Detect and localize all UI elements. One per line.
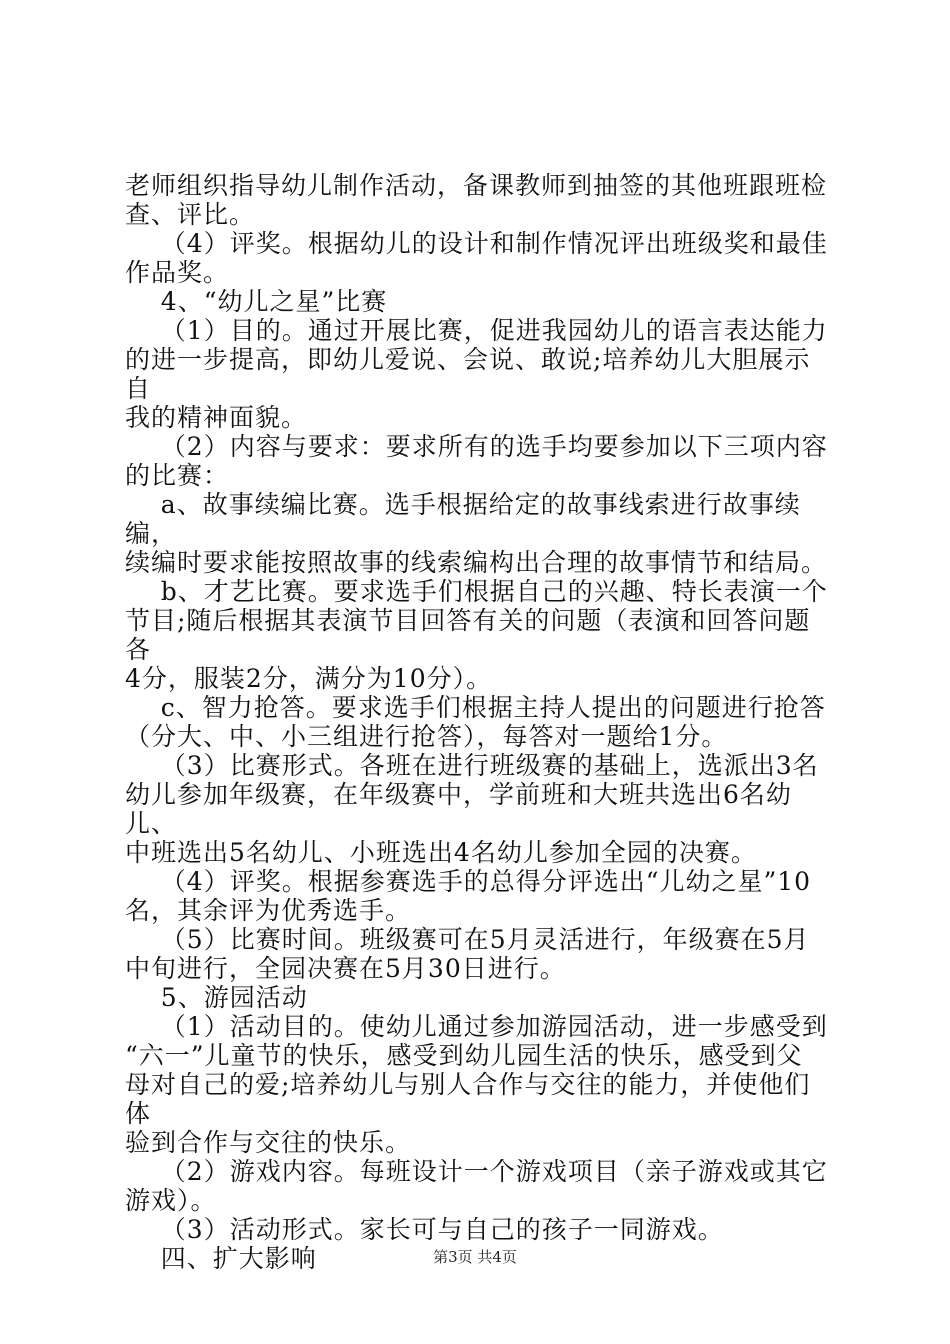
text-line: 老师组织指导幼儿制作活动，备课教师到抽签的其他班跟班检 [125, 171, 828, 200]
text-line: a、故事续编比赛。选手根据给定的故事线索进行故事续编， [125, 490, 801, 548]
text-line: 的进一步提高，即幼儿爱说、会说、敢说;培养幼儿大胆展示自 [125, 345, 811, 403]
text-line: （2）内容与要求：要求所有的选手均要参加以下三项内容 [125, 432, 828, 461]
text-line: （3）活动形式。家长可与自己的孩子一同游戏。 [125, 1215, 724, 1244]
section-heading: 4、“幼儿之星”比赛 [125, 287, 388, 316]
text-line: 查、评比。 [125, 200, 256, 229]
text-line: 名，其余评为优秀选手。 [125, 896, 412, 925]
text-line: 节目;随后根据其表演节目回答有关的问题（表演和回答问题各 [125, 606, 811, 664]
text-line: 中旬进行，全园决赛在5月30日进行。 [125, 954, 566, 983]
text-line: （5）比赛时间。班级赛可在5月灵活进行，年级赛在5月 [125, 925, 810, 954]
section-heading: 5、游园活动 [125, 983, 308, 1012]
text-line: 作品奖。 [125, 258, 230, 287]
text-line: 游戏）。 [125, 1186, 217, 1215]
text-line: （分大、中、小三组进行抢答），每答对一题给1分。 [125, 722, 728, 751]
text-line: （2）游戏内容。每班设计一个游戏项目（亲子游戏或其它 [125, 1157, 828, 1186]
text-line: 母对自己的爱;培养幼儿与别人合作与交往的能力，并使他们体 [125, 1070, 811, 1128]
text-line: （3）比赛形式。各班在进行班级赛的基础上，选派出3名 [125, 751, 819, 780]
text-line: 验到合作与交往的快乐。 [125, 1128, 412, 1157]
text-line: 幼儿参加年级赛，在年级赛中，学前班和大班共选出6名幼儿、 [125, 780, 792, 838]
text-line: 的比赛： [125, 461, 230, 490]
section-heading: 四、扩大影响 [125, 1244, 317, 1273]
text-line: b、才艺比赛。要求选手们根据自己的兴趣、特长表演一个 [125, 577, 828, 606]
text-line: （4）评奖。根据幼儿的设计和制作情况评出班级奖和最佳 [125, 229, 828, 258]
text-line: （4）评奖。根据参赛选手的总得分评选出“儿幼之星”10 [125, 867, 812, 896]
text-line: （1）活动目的。使幼儿通过参加游园活动，进一步感受到 [125, 1012, 828, 1041]
text-line: 我的精神面貌。 [125, 403, 308, 432]
page-number-footer: 第3页 共4页 [433, 1248, 517, 1266]
text-line: 中班选出5名幼儿、小班选出4名幼儿参加全园的决赛。 [125, 838, 757, 867]
text-line: c、智力抢答。要求选手们根据主持人提出的问题进行抢答 [125, 693, 826, 722]
document-body [125, 171, 835, 1273]
text-line: “六一”儿童节的快乐，感受到幼儿园生活的快乐，感受到父 [125, 1041, 803, 1070]
text-line: 4分，服装2分，满分为10分）。 [125, 664, 493, 693]
text-line: 续编时要求能按照故事的线索编构出合理的故事情节和结局。 [125, 548, 828, 577]
text-line: （1）目的。通过开展比赛，促进我园幼儿的语言表达能力 [125, 316, 828, 345]
